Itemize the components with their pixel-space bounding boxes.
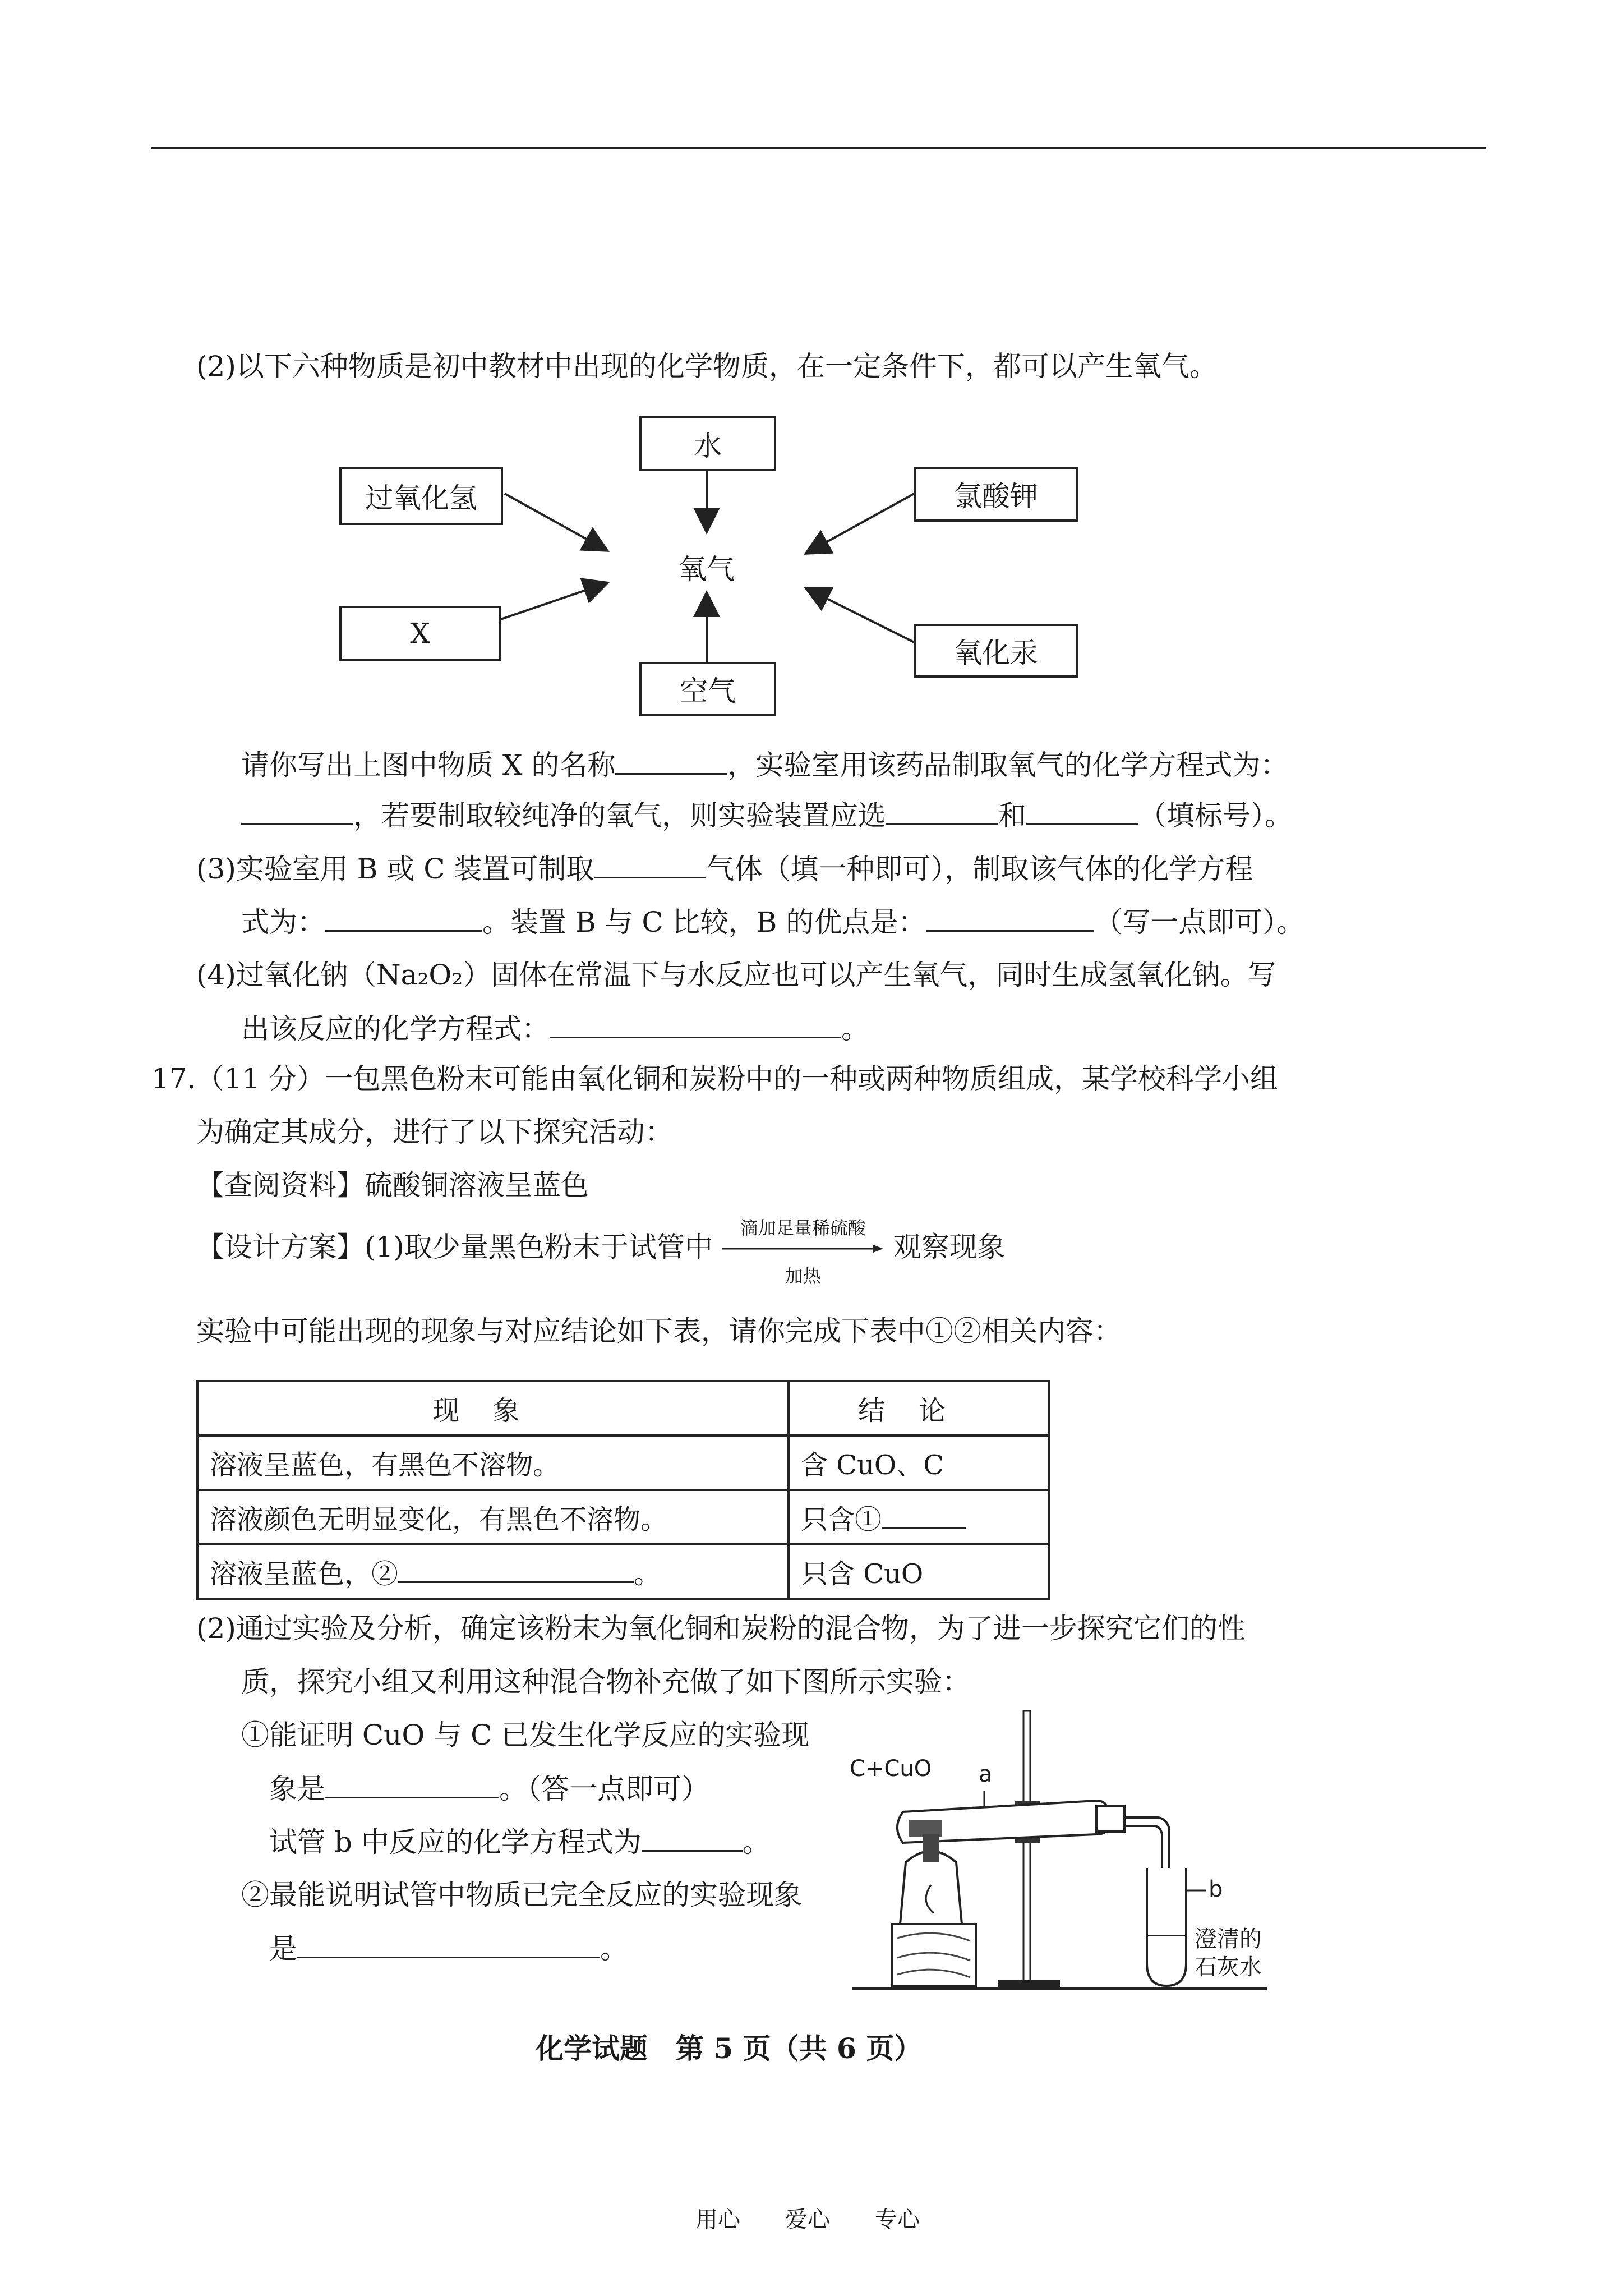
blank-answer-2[interactable]	[398, 1559, 634, 1583]
label-limewater-2: 石灰水	[1195, 1954, 1262, 1980]
header-conclusion: 结论	[789, 1381, 1049, 1435]
text: 式为：	[241, 906, 325, 938]
q16-part2-line2	[241, 797, 1293, 834]
text: 溶液呈蓝色，②	[210, 1558, 399, 1590]
table-row	[197, 1435, 1049, 1490]
q17-sub2-line2	[269, 1930, 628, 1967]
text: 是	[269, 1932, 297, 1965]
arrow-line	[722, 1243, 884, 1254]
q16-part2-intro: (2)以下六种物质是初中教材中出现的化学物质，在一定条件下，都可以产生氧气。	[196, 350, 1218, 383]
q16-part2-line1	[241, 746, 1288, 784]
text: （写一点即可）。	[1094, 906, 1305, 938]
box-x: X	[339, 606, 501, 661]
text: 出该反应的化学方程式：	[241, 1013, 550, 1045]
arrow-condition-top: 滴加足量稀硫酸	[740, 1217, 866, 1239]
blank-tube-b-equation[interactable]	[642, 1823, 743, 1852]
text: 。	[600, 1932, 628, 1965]
box-peroxide: 过氧化氢	[339, 467, 503, 525]
q17-sub2-line1: ②最能说明试管中物质已完全反应的实验现象	[241, 1879, 802, 1911]
q17-line1: 17.（11 分）一包黑色粉末可能由氧化铜和炭粉中的一种或两种物质组成，某学校科学小组	[151, 1062, 1279, 1095]
box-water: 水	[639, 416, 776, 471]
text: 气体（填一种即可），制取该气体的化学方程	[706, 853, 1253, 885]
q17-table-intro: 实验中可能出现的现象与对应结论如下表，请你完成下表中①②相关内容：	[196, 1315, 1122, 1347]
q17-sub1-line3	[269, 1823, 771, 1861]
text: 。（答一点即可）	[499, 1773, 709, 1805]
row3-phenomenon	[197, 1544, 789, 1599]
text: 。	[742, 1826, 771, 1858]
label-limewater-1: 澄清的	[1195, 1926, 1262, 1952]
row1-conclusion: 含 CuO、C	[789, 1435, 1049, 1490]
center-oxygen: 氧气	[679, 553, 735, 586]
q17-sub1-line2	[269, 1770, 709, 1807]
blank-gas[interactable]	[594, 850, 706, 878]
blank-equation[interactable]	[241, 797, 353, 825]
header-rule	[151, 147, 1486, 149]
arrow-x	[499, 583, 606, 620]
row3-conclusion: 只含 CuO	[789, 1544, 1049, 1599]
row1-phenomenon: 溶液呈蓝色，有黑色不溶物。	[197, 1435, 789, 1490]
text: 只含①	[801, 1504, 882, 1535]
text: 象是	[269, 1773, 325, 1805]
box-mercury-oxide: 氧化汞	[914, 624, 1078, 678]
text: 请你写出上图中物质 X 的名称	[241, 749, 616, 781]
blank-apparatus-1[interactable]	[886, 797, 998, 825]
arrow-mercury-oxide	[808, 589, 920, 645]
q16-part3-line1	[196, 850, 1253, 887]
text: 观察现象	[893, 1231, 1006, 1263]
reaction-arrow	[722, 1217, 884, 1287]
q16-part3-line2	[241, 903, 1304, 941]
label-c-cuo: C+CuO	[850, 1756, 932, 1782]
blank-gas-equation[interactable]	[325, 903, 482, 932]
blank-reaction-phenomenon[interactable]	[325, 1770, 499, 1798]
q16-part4-line1: (4)过氧化钠（Na₂O₂）固体在常温下与水反应也可以产生氧气，同时生成氢氧化钠。写	[196, 959, 1276, 991]
page-footer-title: 化学试题 第 5 页（共 6 页）	[536, 2032, 923, 2065]
apparatus-diagram	[841, 1700, 1279, 1997]
q17-sub1-line1: ①能证明 CuO 与 C 已发生化学反应的实验现	[241, 1719, 810, 1751]
text: 。	[634, 1558, 661, 1590]
table-row	[197, 1544, 1049, 1599]
text: 试管 b 中反应的化学方程式为	[269, 1826, 642, 1858]
text: 和	[998, 799, 1026, 832]
q17-part2-line2: 质，探究小组又利用这种混合物补充做了如下图所示实验：	[241, 1665, 970, 1698]
text: ，实验室用该药品制取氧气的化学方程式为：	[727, 749, 1289, 781]
text: 。装置 B 与 C 比较，B 的优点是：	[482, 906, 926, 938]
blank-complete-reaction[interactable]	[297, 1930, 600, 1958]
results-table	[196, 1380, 1050, 1600]
q17-reference: 【查阅资料】硫酸铜溶液呈蓝色	[196, 1169, 589, 1202]
q17-line2: 为确定其成分，进行了以下探究活动：	[196, 1116, 673, 1148]
text: 。	[841, 1013, 869, 1045]
label-b: b	[1209, 1876, 1223, 1902]
q17-design	[196, 1217, 1006, 1287]
label-a: a	[979, 1761, 993, 1787]
arrow-chlorate	[808, 494, 914, 553]
table-row	[197, 1490, 1049, 1544]
page-motto: 用心 爱心 专心	[695, 2207, 920, 2233]
blank-answer-1[interactable]	[882, 1504, 966, 1529]
row2-phenomenon: 溶液颜色无明显变化，有黑色不溶物。	[197, 1490, 789, 1544]
blank-na2o2-equation[interactable]	[550, 1010, 841, 1038]
blank-apparatus-2[interactable]	[1026, 797, 1138, 825]
text: (3)实验室用 B 或 C 装置可制取	[196, 853, 594, 885]
q17-part2-line1: (2)通过实验及分析，确定该粉末为氧化铜和炭粉的混合物，为了进一步探究它们的性	[196, 1612, 1246, 1645]
text: ，若要制取较纯净的氧气，则实验装置应选	[353, 799, 886, 832]
table-header-row	[197, 1381, 1049, 1435]
box-air: 空气	[639, 662, 776, 716]
arrow-peroxide	[505, 494, 606, 550]
q16-part4-line2	[241, 1010, 869, 1047]
oxygen-diagram	[331, 404, 1105, 729]
blank-x-name[interactable]	[615, 746, 727, 775]
text: 【设计方案】(1)取少量黑色粉末于试管中	[196, 1231, 713, 1263]
arrow-condition-bottom: 加热	[785, 1266, 821, 1287]
row2-conclusion	[789, 1490, 1049, 1544]
header-phenomenon: 现象	[197, 1381, 789, 1435]
blank-advantage[interactable]	[926, 903, 1094, 932]
box-chlorate: 氯酸钾	[914, 467, 1078, 522]
text: （填标号）。	[1138, 799, 1293, 832]
